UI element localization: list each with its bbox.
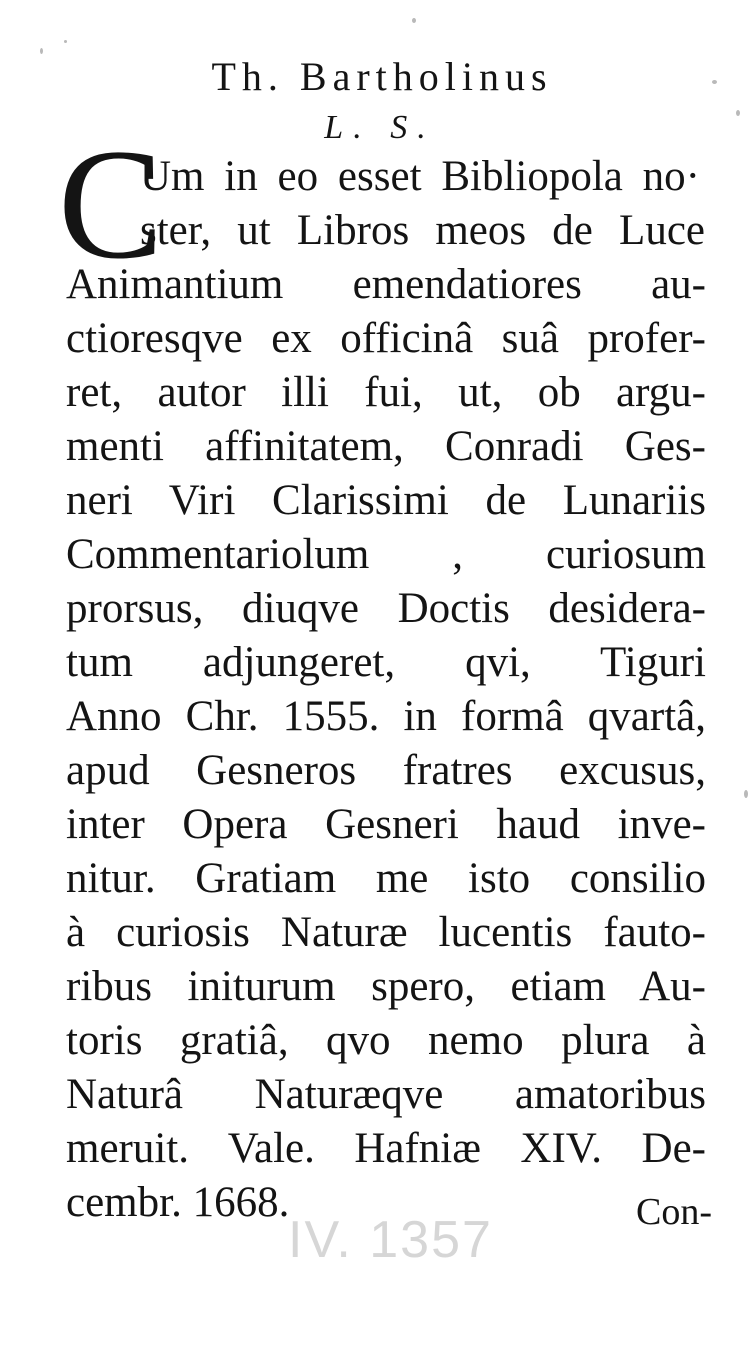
text-line: Animantium emendatiores au- xyxy=(66,261,706,308)
text-line: cembr. 1668. xyxy=(66,1179,290,1226)
text-line: tum adjungeret, qvi, Tiguri xyxy=(66,639,706,686)
text-line: menti affinitatem, Conradi Ges- xyxy=(66,423,706,470)
page-heading: Th. Bartholinus xyxy=(211,54,553,99)
text-line: ret, autor illi fui, ut, ob argu- xyxy=(66,369,706,416)
page-subheading: L. S. xyxy=(324,109,436,146)
catchword: Con- xyxy=(636,1191,712,1233)
text-line: ribus initurum spero, etiam Au- xyxy=(66,963,706,1010)
text-line: nitur. Gratiam me isto consilio xyxy=(66,855,706,902)
ink-speck xyxy=(64,40,67,43)
text-line: ctioresqve ex officinâ suâ profer- xyxy=(66,315,706,362)
text-line: apud Gesneros fratres excusus, xyxy=(66,747,706,794)
text-line: meruit. Vale. Hafniæ XIV. De- xyxy=(66,1125,706,1172)
ink-speck xyxy=(736,110,740,116)
text-line: neri Viri Clarissimi de Lunariis xyxy=(66,477,706,524)
ink-speck xyxy=(744,790,748,798)
ink-speck xyxy=(712,80,717,84)
text-line: Naturâ Naturæqve amatoribus xyxy=(66,1071,706,1118)
ink-speck xyxy=(412,18,416,23)
drop-cap: C xyxy=(58,126,164,276)
ink-speck xyxy=(40,48,43,54)
text-line: toris gratiâ, qvo nemo plura à xyxy=(66,1017,706,1064)
text-line: Commentariolum , curiosum xyxy=(66,531,706,578)
library-stamp: IV. 1357 xyxy=(288,1211,493,1269)
text-line: Anno Chr. 1555. in formâ qvartâ, xyxy=(66,693,706,740)
text-line: inter Opera Gesneri haud inve- xyxy=(66,801,706,848)
text-line: prorsus, diuqve Doctis desidera- xyxy=(66,585,706,632)
text-line: ster, ut Libros meos de Luce xyxy=(140,207,705,254)
text-line: Um in eo esset Bibliopola no· xyxy=(140,153,700,200)
text-line: à curiosis Naturæ lucentis fauto- xyxy=(66,909,706,956)
